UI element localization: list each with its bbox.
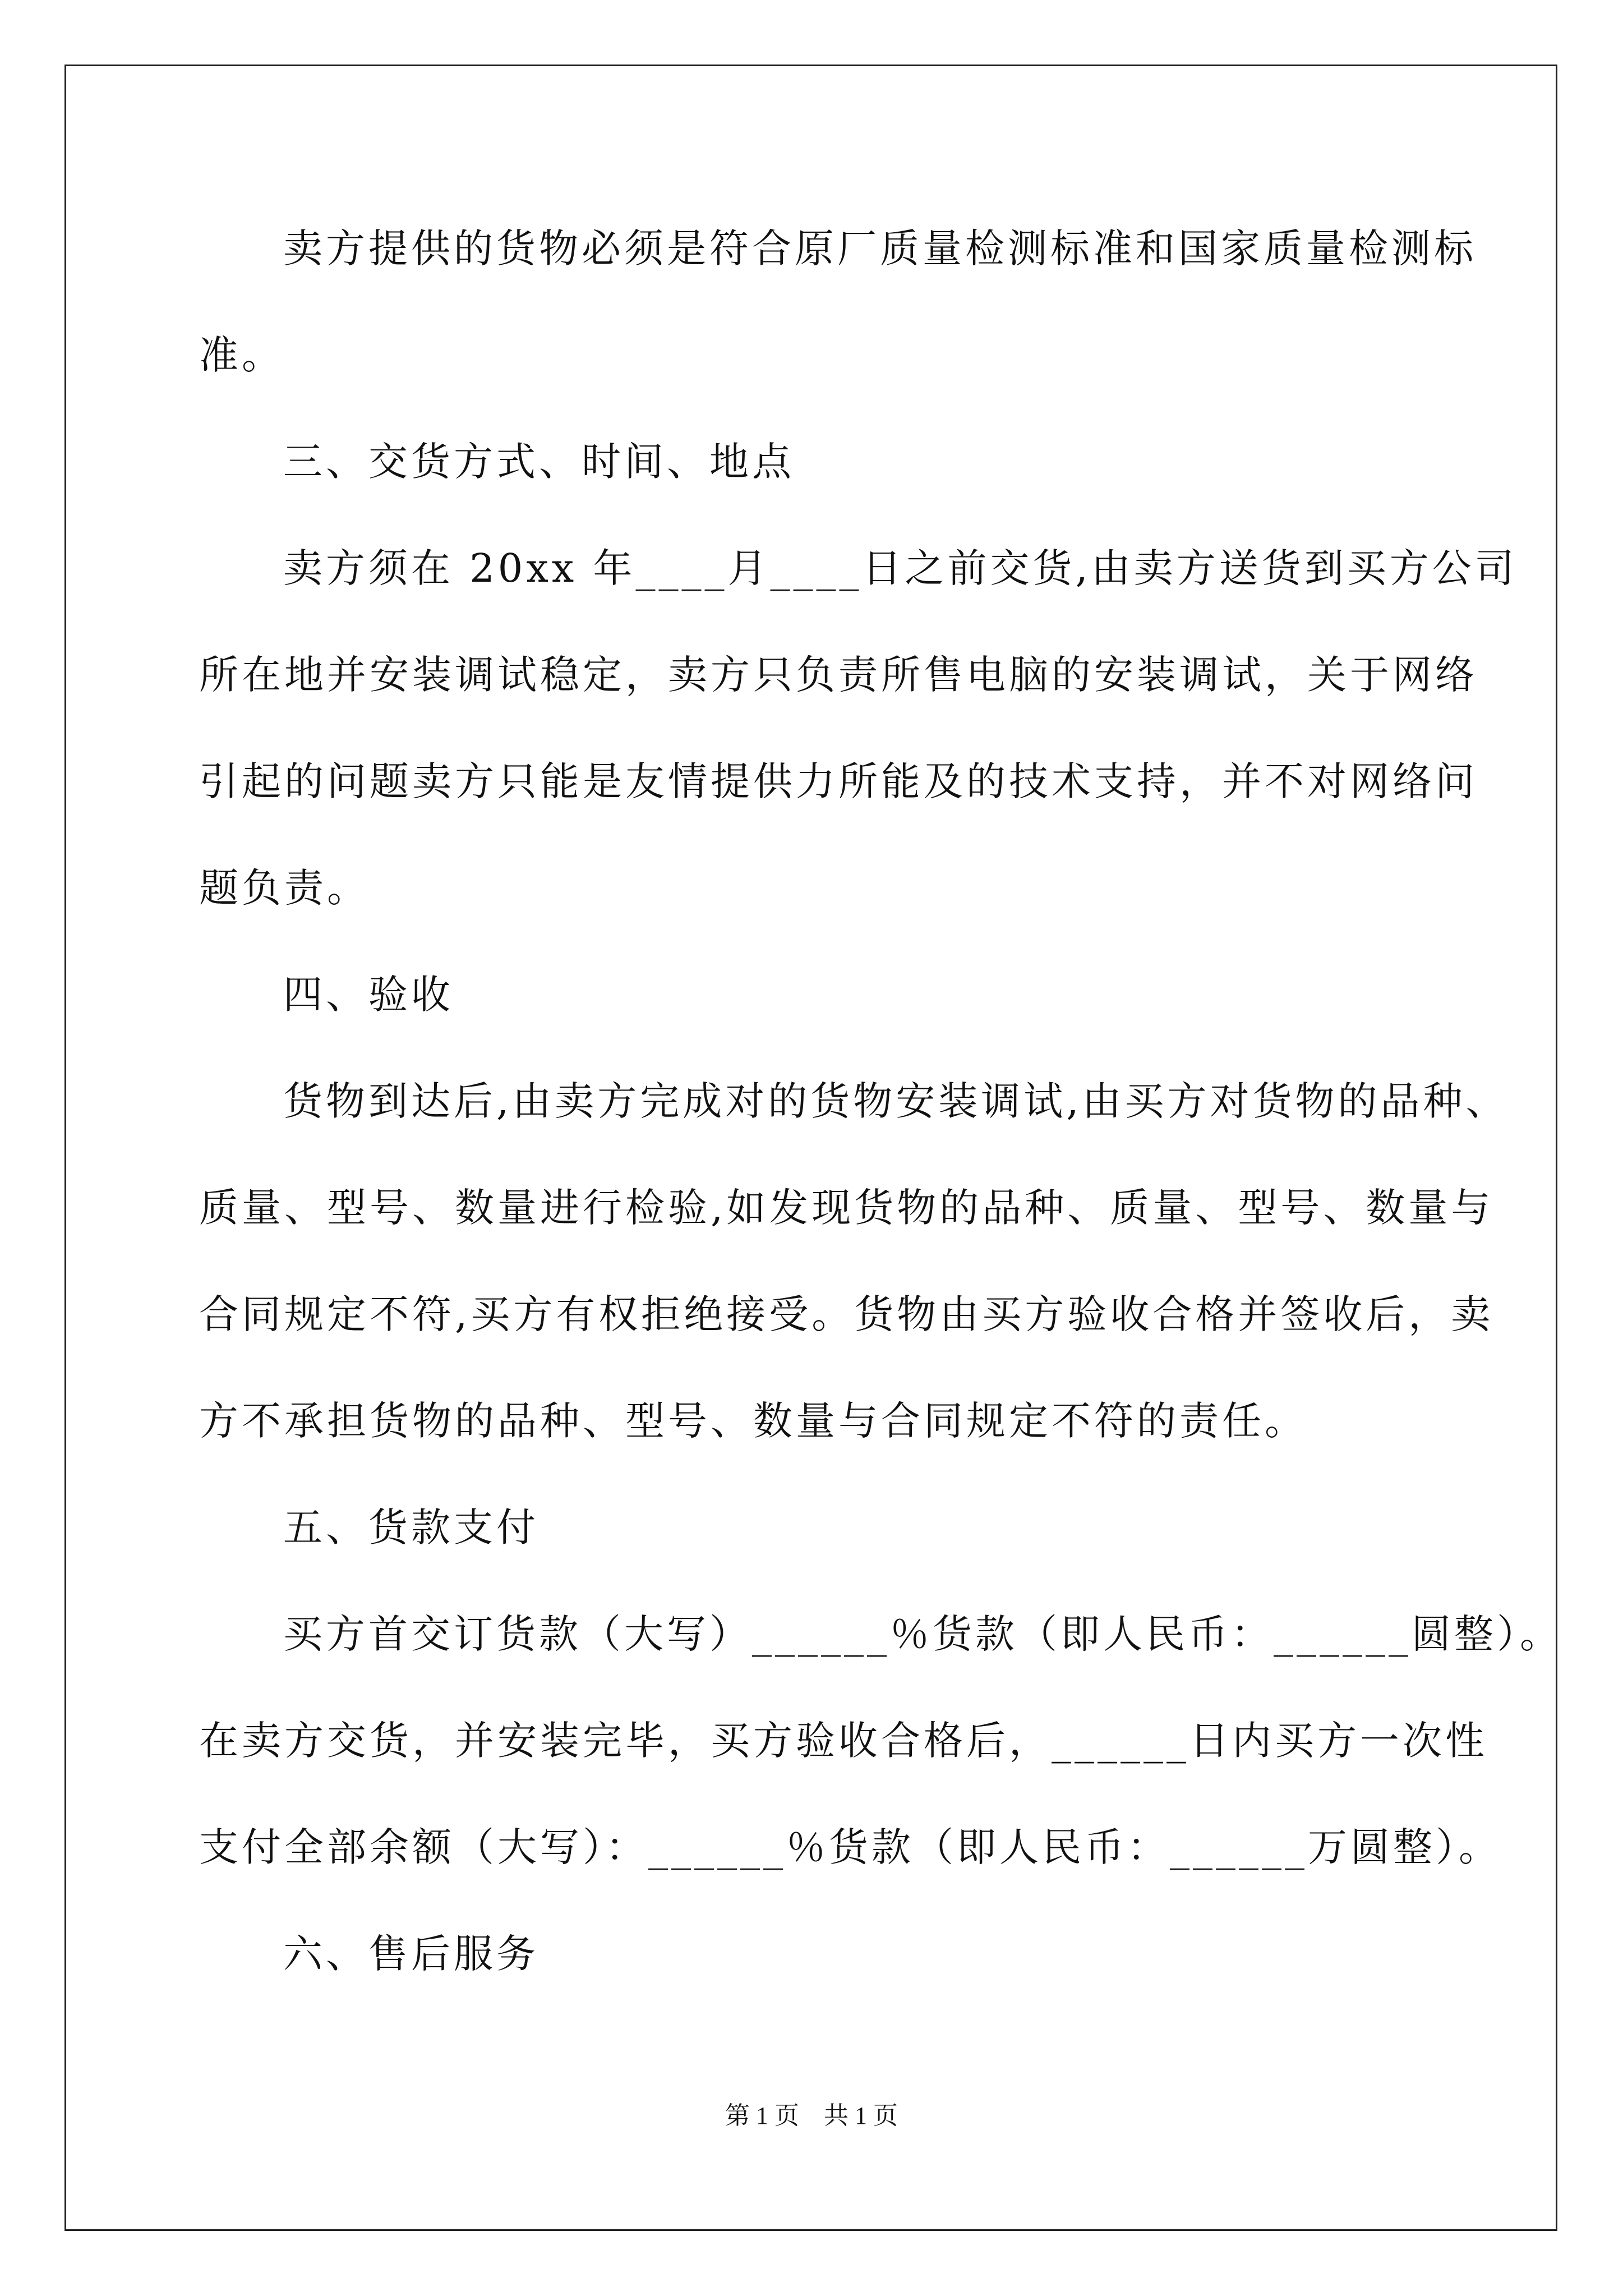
paragraph-payment-line-1: 买方首交订货款（大写）______％货款（即人民币：______圆整）。 xyxy=(283,1611,1562,1657)
paragraph-acceptance-line-1: 货物到达后,由卖方完成对的货物安装调试,由买方对货物的品种、 xyxy=(283,1078,1509,1124)
paragraph-quality-standard-line-2: 准。 xyxy=(199,332,284,378)
paragraph-acceptance-line-2: 质量、型号、数量进行检验,如发现货物的品种、质量、型号、数量与 xyxy=(199,1185,1494,1231)
paragraph-delivery-line-2: 所在地并安装调试稳定，卖方只负责所售电脑的安装调试，关于网络 xyxy=(199,652,1478,698)
section-heading-after-sales: 六、售后服务 xyxy=(283,1931,539,1977)
paragraph-payment-line-3: 支付全部余额（大写）：______％货款（即人民币：______万圆整）。 xyxy=(199,1824,1501,1870)
paragraph-delivery-line-4: 题负责。 xyxy=(199,865,370,911)
section-heading-acceptance: 四、验收 xyxy=(283,972,454,1018)
page-border xyxy=(64,65,1557,2231)
section-heading-payment: 五、货款支付 xyxy=(283,1504,539,1550)
page-number-footer: 第 1 页 共 1 页 xyxy=(725,2102,898,2129)
paragraph-payment-line-2: 在卖方交货，并安装完毕，买方验收合格后，______日内买方一次性 xyxy=(199,1718,1488,1764)
paragraph-delivery-line-3: 引起的问题卖方只能是友情提供力所能及的技术支持，并不对网络问 xyxy=(199,758,1478,804)
paragraph-acceptance-line-4: 方不承担货物的品种、型号、数量与合同规定不符的责任。 xyxy=(199,1398,1307,1444)
paragraph-acceptance-line-3: 合同规定不符,买方有权拒绝接受。货物由买方验收合格并签收后，卖 xyxy=(199,1291,1494,1337)
section-heading-delivery: 三、交货方式、时间、地点 xyxy=(283,439,795,485)
paragraph-quality-standard-line-1: 卖方提供的货物必须是符合原厂质量检测标准和国家质量检测标 xyxy=(283,226,1477,272)
paragraph-delivery-line-1: 卖方须在 20xx 年____月____日之前交货,由卖方送货到买方公司 xyxy=(283,545,1518,591)
